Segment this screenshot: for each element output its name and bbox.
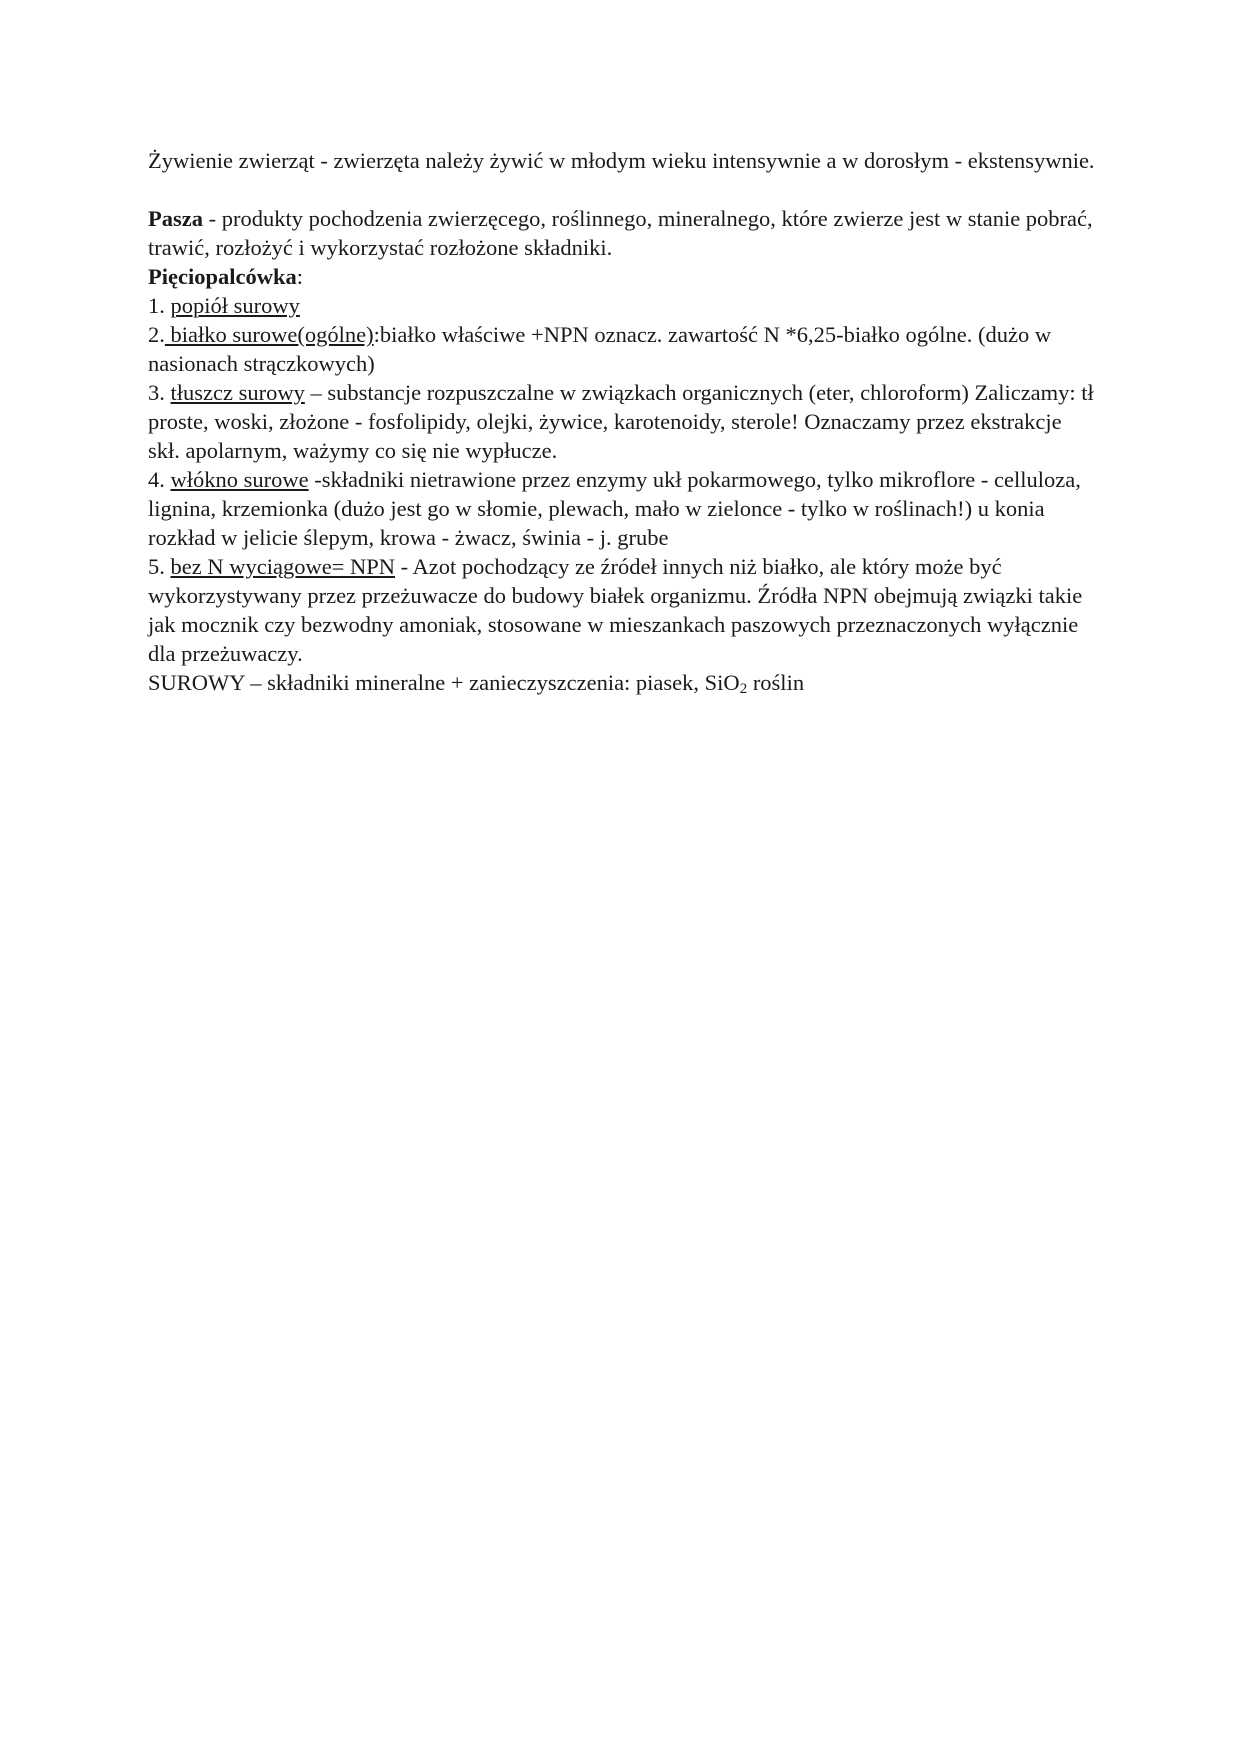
list-item [148, 320, 1098, 378]
list-heading [148, 262, 1098, 291]
list-item-term: tłuszcz surowy [170, 380, 305, 405]
list-item [148, 378, 1098, 465]
intro-paragraph: Żywienie zwierząt - zwierzęta należy żywić w młodym wieku intensywnie a w dorosłym - ekstensywnie. [148, 148, 1095, 173]
list-item-number: 5. [148, 554, 171, 579]
list-item-text: :białko właściwe +NPN oznacz. zawartość N *6,25-białko ogólne. (dużo w nasionach strączkowych) [148, 322, 1052, 376]
list-heading-term: Pięciopalcówka [148, 264, 297, 289]
list-item-text: – substancje rozpuszczalne w związkach organicznych (eter, chloroform) Zaliczamy: tł proste, woski, złożone - fosfolipidy, olejki, żywice, karotenoidy, sterole! Oznaczamy przez ekstrakcje skł. apolarnym, ważymy co się nie wypłucze. [148, 380, 1094, 463]
document-body [148, 146, 1098, 697]
list-item [148, 291, 1098, 320]
list-item-term: białko surowe(ogólne) [164, 322, 374, 347]
subscript-2: 2 [739, 681, 748, 697]
pasza-definition: - produkty pochodzenia zwierzęcego, roślinnego, mineralnego, które zwierze jest w stanie pobrać, trawić, rozłożyć i wykorzystać rozłożone składniki. [148, 206, 1093, 260]
list-item-term: popiół surowy [170, 293, 300, 318]
pasza-term: Pasza [148, 206, 203, 231]
pasza-paragraph [148, 204, 1098, 262]
surowy-text: SUROWY – składniki mineralne + zanieczyszczenia: piasek, SiO [148, 670, 740, 695]
list-item-number: 3. [148, 380, 171, 405]
list-item-text: -składniki nietrawione przez enzymy ukł pokarmowego, tylko mikroflore - celluloza, lignina, krzemionka (dużo jest go w słomie, plewach, mało w zielonce - tylko w roślinach!) u konia rozkład w jelicie ślepym, krowa - żwacz, świnia - j. grube [148, 467, 1081, 550]
list-item-term: bez N wyciągowe= NPN [170, 554, 396, 579]
list-item-number: 2. [148, 322, 165, 347]
list-item-term: włókno surowe [170, 467, 309, 492]
list-item-text: - Azot pochodzący ze źródeł innych niż białko, ale który może być wykorzystywany przez przeżuwacze do budowy białek organizmu. Źródła NPN obejmują związki takie jak mocznik czy bezwodny amoniak, stosowane w mieszankach paszowych przeznaczonych wyłącznie dla przeżuwaczy. [148, 554, 1083, 666]
surowy-line [148, 668, 1098, 697]
list-item-number: 1. [148, 293, 171, 318]
surowy-end: roślin [747, 670, 805, 695]
list-item-number: 4. [148, 467, 171, 492]
list-item [148, 552, 1098, 668]
list-item [148, 465, 1098, 552]
list-heading-colon: : [296, 264, 303, 289]
